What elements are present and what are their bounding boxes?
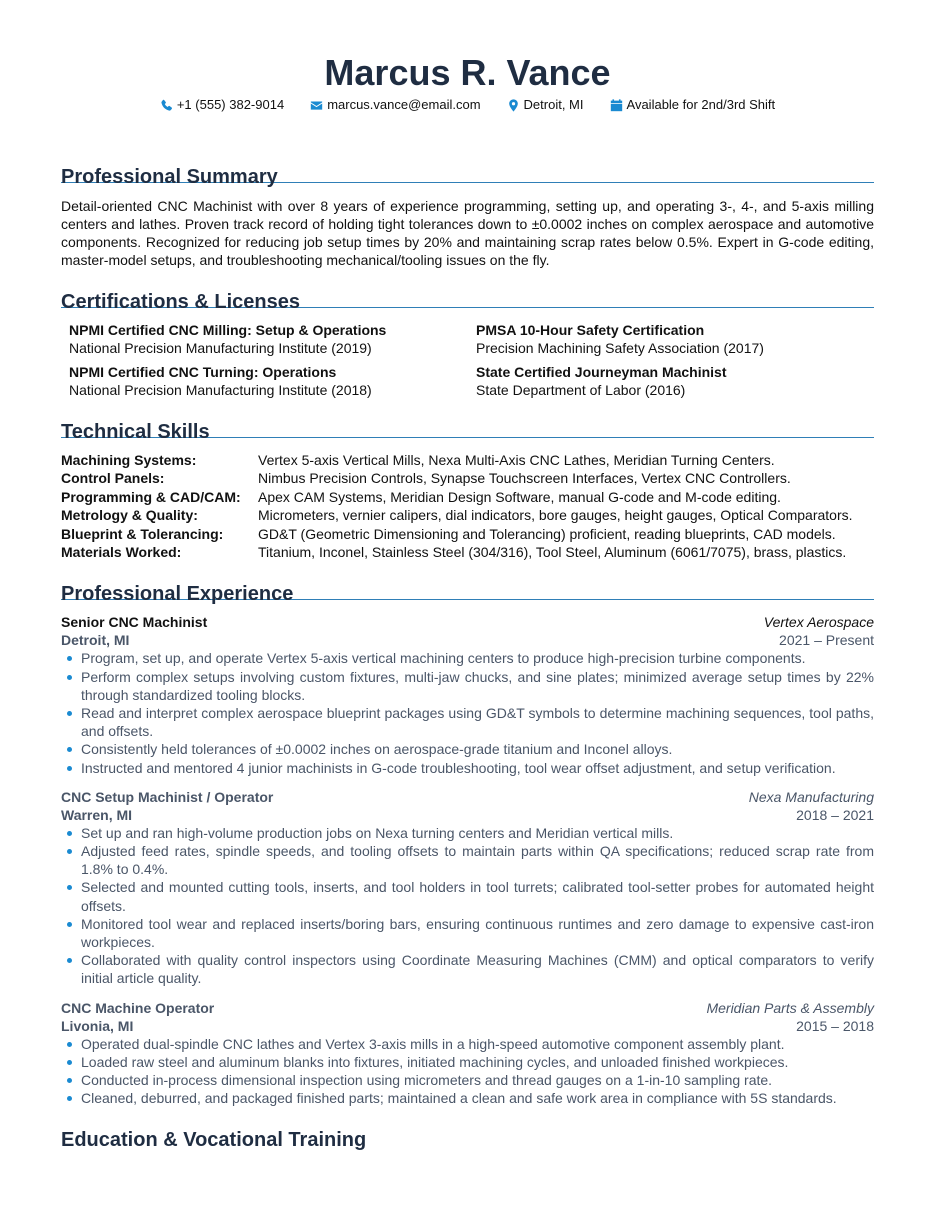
summary-section xyxy=(61,166,874,269)
skill-row xyxy=(61,506,874,524)
skill-row xyxy=(61,525,874,543)
skill-row xyxy=(61,488,874,506)
skill-value: Micrometers, vernier calipers, dial indicators, bore gauges, height gauges, Optical Comparators. xyxy=(258,507,853,524)
job-bullets xyxy=(61,824,874,988)
cert-org: Precision Machining Safety Association (2017) xyxy=(476,340,764,356)
phone-icon xyxy=(160,99,173,112)
cert-item xyxy=(69,363,476,399)
location-pin-icon xyxy=(507,99,520,112)
bullet-item: Read and interpret complex aerospace blueprint packages using GD&T symbols to determine machining sequences, tool paths, and offsets. xyxy=(61,704,874,740)
bullet-item: Perform complex setups involving custom fixtures, multi-jaw chucks, and sine plates; minimized average setup times by 22% through standardized tooling blocks. xyxy=(61,668,874,704)
contact-bar xyxy=(61,97,874,113)
contact-location xyxy=(507,97,584,113)
cert-item xyxy=(69,321,476,357)
job-company: Meridian Parts & Assembly xyxy=(706,999,874,1016)
skill-row xyxy=(61,543,874,561)
resume-page xyxy=(61,50,874,1152)
contact-email xyxy=(310,97,480,113)
certifications-grid xyxy=(61,321,874,399)
job-entry xyxy=(61,788,874,988)
section-title-skills: Technical Skills xyxy=(61,421,874,438)
bullet-item: Instructed and mentored 4 junior machinists in G-code troubleshooting, tool wear offset adjustment, and setup verification. xyxy=(61,759,874,777)
bullet-item: Conducted in-process dimensional inspection using micrometers and thread gauges on a 1-in-10 sampling rate. xyxy=(61,1071,874,1089)
skill-value: Vertex 5-axis Vertical Mills, Nexa Multi-Axis CNC Lathes, Meridian Turning Centers. xyxy=(258,452,775,468)
job-header xyxy=(61,999,874,1017)
calendar-icon xyxy=(610,99,623,112)
job-location: Warren, MI xyxy=(61,806,133,823)
section-title-certifications: Certifications & Licenses xyxy=(61,291,874,308)
education-section xyxy=(61,1128,874,1152)
cert-org: National Precision Manufacturing Institute (2018) xyxy=(69,382,372,398)
bullet-item: Cleaned, deburred, and packaged finished parts; maintained a clean and safe work area in compliance with 5S standards. xyxy=(61,1089,874,1107)
bullet-item: Adjusted feed rates, spindle speeds, and tooling offsets to maintain parts within QA specifications; reduced scrap rate from 1.8% to 0.4%. xyxy=(61,842,874,878)
contact-phone-text[interactable]: +1 (555) 382-9014 xyxy=(176,97,285,112)
summary-text: Detail-oriented CNC Machinist with over 8 years of experience programming, setting up, and operating 3-, 4-, and 5-axis milling centers and lathes. Proven track record of holding tight tolerances down to ±0.0002 inches on complex aerospace and automotive components. Recognized for reducing job setup times by 20% and maintaining scrap rates below 0.5%. Expert in G-code editing, master-model setups, and troubleshooting mechanical/tooling issues on the fly. xyxy=(61,198,874,268)
bullet-item: Set up and ran high-volume production jobs on Nexa turning centers and Meridian vertical mills. xyxy=(61,824,874,842)
cert-name: NPMI Certified CNC Turning: Operations xyxy=(69,364,337,380)
skill-row xyxy=(61,469,874,487)
cert-name: State Certified Journeyman Machinist xyxy=(476,364,727,380)
job-dates: 2015 – 2018 xyxy=(796,1017,874,1034)
job-subheader xyxy=(61,631,874,649)
contact-email-text[interactable]: marcus.vance@email.com xyxy=(327,97,481,112)
job-entry xyxy=(61,999,874,1108)
job-subheader xyxy=(61,1017,874,1035)
job-subheader xyxy=(61,806,874,824)
skill-value: Nimbus Precision Controls, Synapse Touchscreen Interfaces, Vertex CNC Controllers. xyxy=(258,470,791,487)
experience-section xyxy=(61,583,874,1107)
job-dates: 2018 – 2021 xyxy=(796,806,874,823)
skill-label: Control Panels: xyxy=(61,470,165,487)
skills-section xyxy=(61,421,874,561)
contact-location-text: Detroit, MI xyxy=(523,97,584,112)
skill-label: Programming & CAD/CAM: xyxy=(61,488,241,505)
candidate-name: Marcus R. Vance xyxy=(324,52,611,93)
skill-value: GD&T (Geometric Dimensioning and Tolerancing) proficient, reading blueprints, CAD models. xyxy=(258,525,836,542)
bullet-item: Operated dual-spindle CNC lathes and Vertex 3-axis mills in a high-speed automotive component assembly plant. xyxy=(61,1035,874,1053)
job-header xyxy=(61,613,874,631)
job-title: Senior CNC Machinist xyxy=(61,614,208,631)
job-title: CNC Setup Machinist / Operator xyxy=(61,788,274,805)
skill-label: Machining Systems: xyxy=(61,452,197,468)
contact-phone xyxy=(160,97,284,113)
cert-item xyxy=(476,363,876,399)
bullet-item: Loaded raw steel and aluminum blanks into fixtures, initiated machining cycles, and unloaded finished workpieces. xyxy=(61,1053,874,1071)
job-dates: 2021 – Present xyxy=(779,632,874,649)
section-title-experience: Professional Experience xyxy=(61,583,874,600)
skills-table xyxy=(61,451,874,561)
cert-org: State Department of Labor (2016) xyxy=(476,382,686,398)
job-entry xyxy=(61,613,874,776)
section-title-summary: Professional Summary xyxy=(61,166,874,183)
job-bullets xyxy=(61,649,874,776)
contact-availability-text: Available for 2nd/3rd Shift xyxy=(626,97,776,112)
job-bullets xyxy=(61,1035,874,1108)
bullet-item: Monitored tool wear and replaced inserts/boring bars, ensuring continuous runtimes and zero damage to expensive cast-iron workpieces. xyxy=(61,915,874,951)
job-header xyxy=(61,788,874,806)
bullet-item: Selected and mounted cutting tools, inserts, and tool holders in tool turrets; calibrated tool-setter probes for automated height offsets. xyxy=(61,878,874,914)
job-location: Livonia, MI xyxy=(61,1017,134,1034)
bullet-item: Collaborated with quality control inspectors using Coordinate Measuring Machines (CMM) and optical comparators to verify initial article quality. xyxy=(61,951,874,987)
bullet-item: Program, set up, and operate Vertex 5-axis vertical machining centers to produce high-precision turbine components. xyxy=(61,649,874,667)
job-company: Nexa Manufacturing xyxy=(748,788,874,805)
cert-name: PMSA 10-Hour Safety Certification xyxy=(476,322,705,338)
contact-availability xyxy=(610,97,776,113)
email-icon xyxy=(310,99,323,112)
skill-label: Blueprint & Tolerancing: xyxy=(61,525,224,542)
section-title-education: Education & Vocational Training xyxy=(61,1128,367,1151)
cert-name: NPMI Certified CNC Milling: Setup & Operations xyxy=(69,322,387,338)
job-location: Detroit, MI xyxy=(61,632,130,649)
skill-label: Materials Worked: xyxy=(61,544,182,561)
certifications-section xyxy=(61,291,874,399)
cert-item xyxy=(476,321,876,357)
skill-row xyxy=(61,451,874,469)
skill-value: Apex CAM Systems, Meridian Design Software, manual G-code and M-code editing. xyxy=(258,488,781,505)
skill-label: Metrology & Quality: xyxy=(61,507,198,524)
cert-org: National Precision Manufacturing Institute (2019) xyxy=(69,340,372,356)
job-company: Vertex Aerospace xyxy=(763,614,874,631)
bullet-item: Consistently held tolerances of ±0.0002 inches on aerospace-grade titanium and Inconel alloys. xyxy=(61,740,874,758)
job-title: CNC Machine Operator xyxy=(61,999,215,1016)
skill-value: Titanium, Inconel, Stainless Steel (304/316), Tool Steel, Aluminum (6061/7075), brass, plastics. xyxy=(258,544,847,561)
